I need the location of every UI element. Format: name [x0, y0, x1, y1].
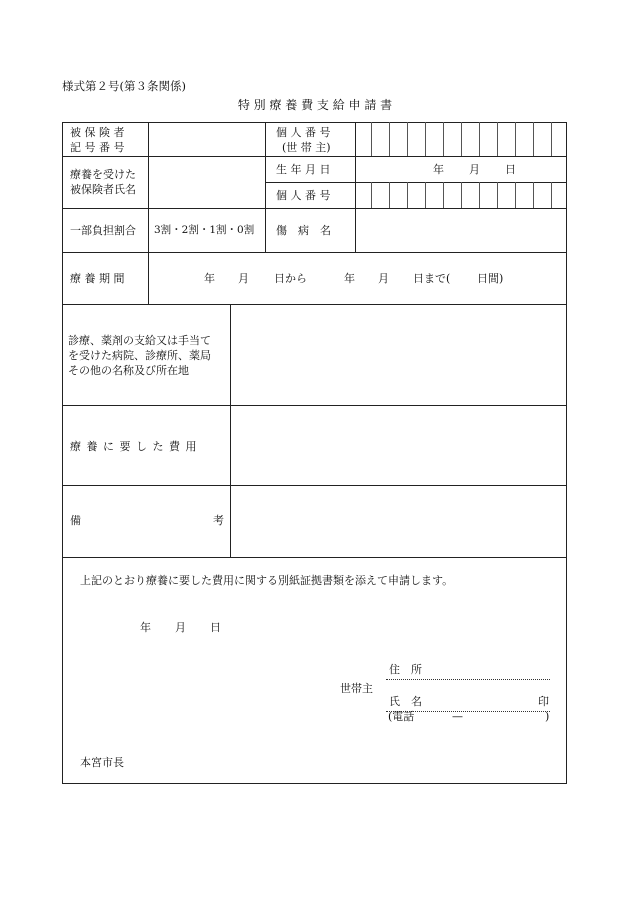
period-days: 日間): [477, 272, 504, 285]
addressee: 本宮市長: [80, 756, 124, 769]
insured-label-line1: 被 保 険 者: [70, 126, 125, 139]
treatment-period-label: 療 養 期 間: [70, 272, 125, 285]
treatment-period-field[interactable]: [149, 253, 566, 303]
patient-name-field[interactable]: [149, 157, 264, 207]
address-field[interactable]: [420, 660, 548, 678]
period-start-year: 年: [204, 272, 215, 285]
insured-number-field[interactable]: [149, 123, 264, 155]
insured-label-line2: 記 号 番 号: [70, 141, 125, 154]
remarks-label-right: 考: [213, 514, 224, 527]
application-date-month: 月: [175, 621, 186, 634]
copay-ratio-label: 一部負担割合: [70, 224, 136, 237]
birthdate-field[interactable]: [356, 157, 566, 181]
facility-label-line1: 診療、薬剤の支給又は手当て: [68, 334, 211, 347]
patient-individual-number-field[interactable]: [356, 183, 566, 207]
name-label: 氏 名: [389, 695, 422, 708]
form-number-label: 様式第２号(第３条関係): [62, 79, 186, 93]
facility-label-line3: その他の名称及び所在地: [68, 364, 189, 377]
application-statement: 上記のとおり療養に要した費用に関する別紙証拠書類を添えて申請します。: [80, 574, 454, 587]
seal-mark: 印: [538, 695, 549, 708]
birthdate-label: 生 年 月 日: [276, 163, 331, 176]
birthdate-month: 月: [469, 163, 480, 176]
period-end-year: 年: [344, 272, 355, 285]
period-end-day: 日まで(: [413, 272, 451, 285]
treatment-cost-field[interactable]: [231, 406, 566, 484]
phone-close: ): [545, 710, 550, 723]
householder-label: 世帯主: [340, 682, 373, 695]
householder-number-label-line1: 個 人 番 号: [276, 126, 331, 139]
birthdate-year: 年: [433, 163, 444, 176]
page-title: 特 別 療 養 費 支 給 申 請 書: [237, 98, 393, 112]
birthdate-day: 日: [505, 163, 516, 176]
copay-ratio-options[interactable]: 3割・2割・1割・0割: [154, 224, 255, 236]
patient-number-label: 個 人 番 号: [276, 189, 331, 202]
facility-label-line2: を受けた病院、診療所、薬局: [68, 349, 211, 362]
disease-name-field[interactable]: [356, 209, 566, 251]
patient-label-line2: 被保険者氏名: [70, 183, 136, 196]
remarks-label-left: 備: [70, 514, 81, 527]
phone-dash: —: [452, 710, 463, 723]
disease-name-label: 傷 病 名: [276, 224, 331, 237]
facility-name-address-field[interactable]: [231, 305, 566, 404]
remarks-field[interactable]: [231, 486, 566, 556]
application-date-day: 日: [210, 621, 221, 634]
period-start-month: 月: [238, 272, 249, 285]
address-label: 住 所: [389, 663, 422, 676]
name-field[interactable]: [420, 692, 534, 710]
application-date-year: 年: [140, 621, 151, 634]
phone-field[interactable]: [420, 710, 542, 724]
householder-individual-number-field[interactable]: [356, 123, 566, 155]
period-end-month: 月: [378, 272, 389, 285]
period-start-day: 日から: [274, 272, 307, 285]
householder-number-label-line2: (世 帯 主): [282, 141, 331, 154]
patient-label-line1: 療養を受けた: [70, 168, 136, 181]
phone-open: (電話: [388, 710, 415, 723]
treatment-cost-label: 療 養 に 要 し た 費 用: [70, 440, 198, 453]
